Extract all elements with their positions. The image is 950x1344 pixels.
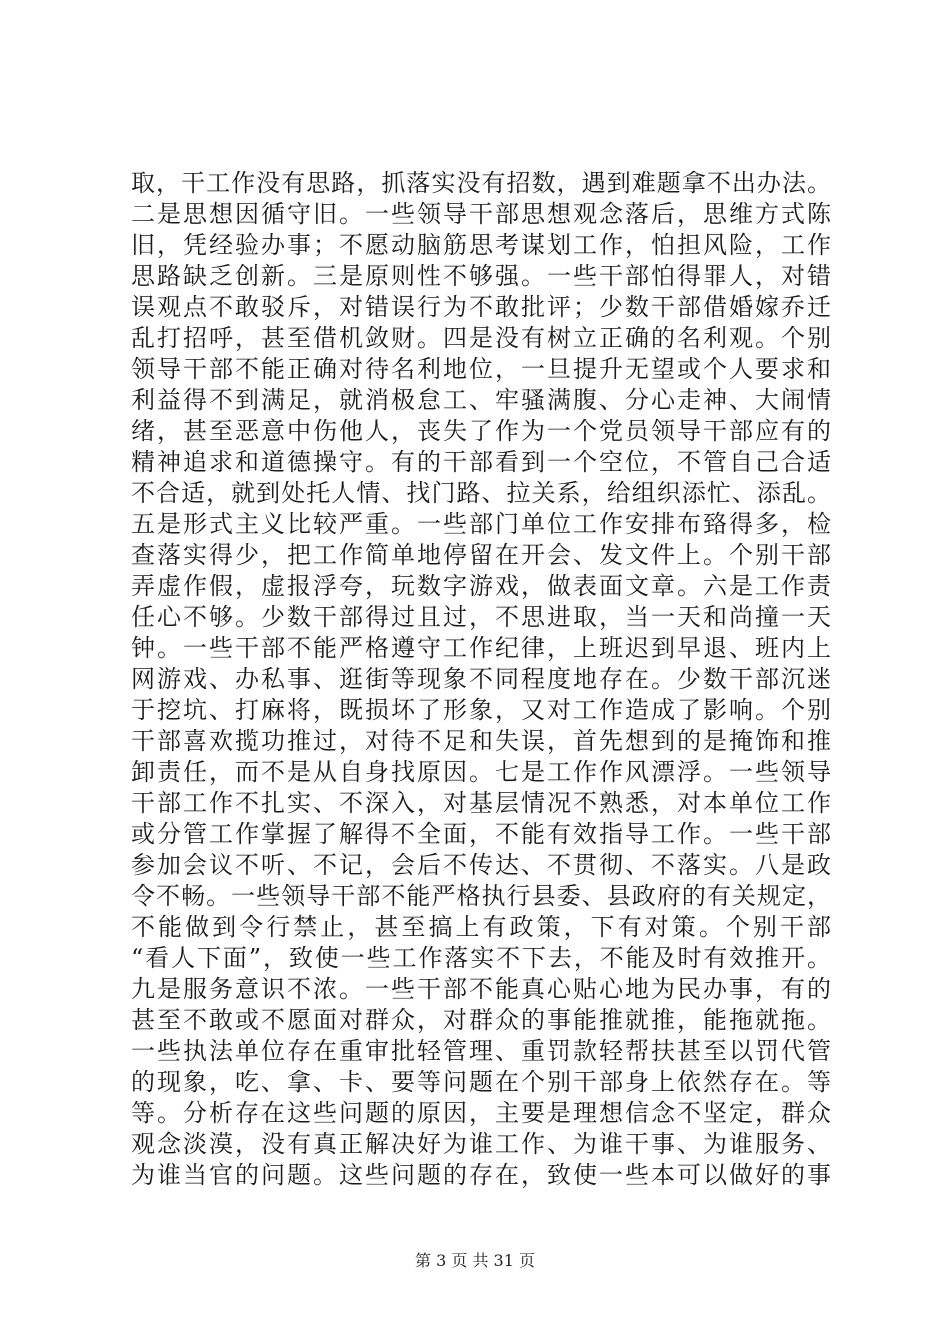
- body-text: [131, 168, 831, 1191]
- text-line: 误观点不敢驳斥，对错误行为不敢批评；少数干部借婚嫁乔迁: [131, 293, 831, 321]
- text-line: 令不畅。一些领导干部不能严格执行县委、县政府的有关规定，: [131, 882, 831, 910]
- text-line: 干部喜欢揽功推过，对待不足和失误，首先想到的是掩饰和推: [131, 727, 831, 755]
- text-line: 思路缺乏创新。三是原则性不够强。一些干部怕得罪人，对错: [131, 262, 831, 290]
- text-line: 不能做到令行禁止，甚至搞上有政策，下有对策。个别干部: [131, 913, 831, 941]
- text-line: 弄虚作假，虚报浮夸，玩数字游戏，做表面文章。六是工作责: [131, 572, 831, 600]
- text-line: 二是思想因循守旧。一些领导干部思想观念落后，思维方式陈: [131, 200, 831, 228]
- text-line: 卸责任，而不是从自身找原因。七是工作作风漂浮。一些领导: [131, 758, 831, 786]
- page-footer: 第 3 页 共 31 页: [415, 1251, 535, 1270]
- text-line: 查落实得少，把工作简单地停留在开会、发文件上。个别干部: [131, 541, 831, 569]
- text-line: 参加会议不听、不记，会后不传达、不贯彻、不落实。八是政: [131, 851, 831, 879]
- text-line: 等。分析存在这些问题的原因，主要是理想信念不坚定，群众: [131, 1099, 831, 1127]
- text-line: 钟。一些干部不能严格遵守工作纪律，上班迟到早退、班内上: [131, 634, 831, 662]
- text-line: 取，干工作没有思路，抓落实没有招数，遇到难题拿不出办法。: [131, 169, 831, 197]
- text-line: 网游戏、办私事、逛街等现象不同程度地存在。少数干部沉迷: [131, 665, 831, 693]
- text-line: 九是服务意识不浓。一些干部不能真心贴心地为民办事，有的: [131, 975, 831, 1003]
- text-line: 绪，甚至恶意中伤他人，丧失了作为一个党员领导干部应有的: [131, 417, 831, 445]
- text-line: 或分管工作掌握了解得不全面，不能有效指导工作。一些干部: [131, 820, 831, 848]
- text-line: “看人下面”，致使一些工作落实不下去，不能及时有效推开。: [131, 944, 831, 972]
- text-line: 甚至不敢或不愿面对群众，对群众的事能推就推，能拖就拖。: [131, 1006, 831, 1034]
- text-line: 任心不够。少数干部得过且过，不思进取，当一天和尚撞一天: [131, 603, 831, 631]
- text-line: 旧，凭经验办事；不愿动脑筋思考谋划工作，怕担风险，工作: [131, 231, 831, 259]
- text-line: 一些执法单位存在重审批轻管理、重罚款轻帮扶甚至以罚代管: [131, 1037, 831, 1065]
- text-line: 利益得不到满足，就消极怠工、牢骚满腹、分心走神、大闹情: [131, 386, 831, 414]
- text-line: 领导干部不能正确对待名利地位，一旦提升无望或个人要求和: [131, 355, 831, 383]
- text-line: 乱打招呼，甚至借机敛财。四是没有树立正确的名利观。个别: [131, 324, 831, 352]
- text-line: 为谁当官的问题。这些问题的存在，致使一些本可以做好的事: [131, 1161, 831, 1189]
- text-line: 观念淡漠，没有真正解决好为谁工作、为谁干事、为谁服务、: [131, 1130, 831, 1158]
- text-line: 于挖坑、打麻将，既损坏了形象，又对工作造成了影响。个别: [131, 696, 831, 724]
- text-line: 五是形式主义比较严重。一些部门单位工作安排布臵得多，检: [131, 510, 831, 538]
- text-line: 精神追求和道德操守。有的干部看到一个空位，不管自己合适: [131, 448, 831, 476]
- text-line: 的现象，吃、拿、卡、要等问题在个别干部身上依然存在。等: [131, 1068, 831, 1096]
- text-line: 干部工作不扎实、不深入，对基层情况不熟悉，对本单位工作: [131, 789, 831, 817]
- text-line: 不合适，就到处托人情、找门路、拉关系，给组织添忙、添乱。: [131, 479, 831, 507]
